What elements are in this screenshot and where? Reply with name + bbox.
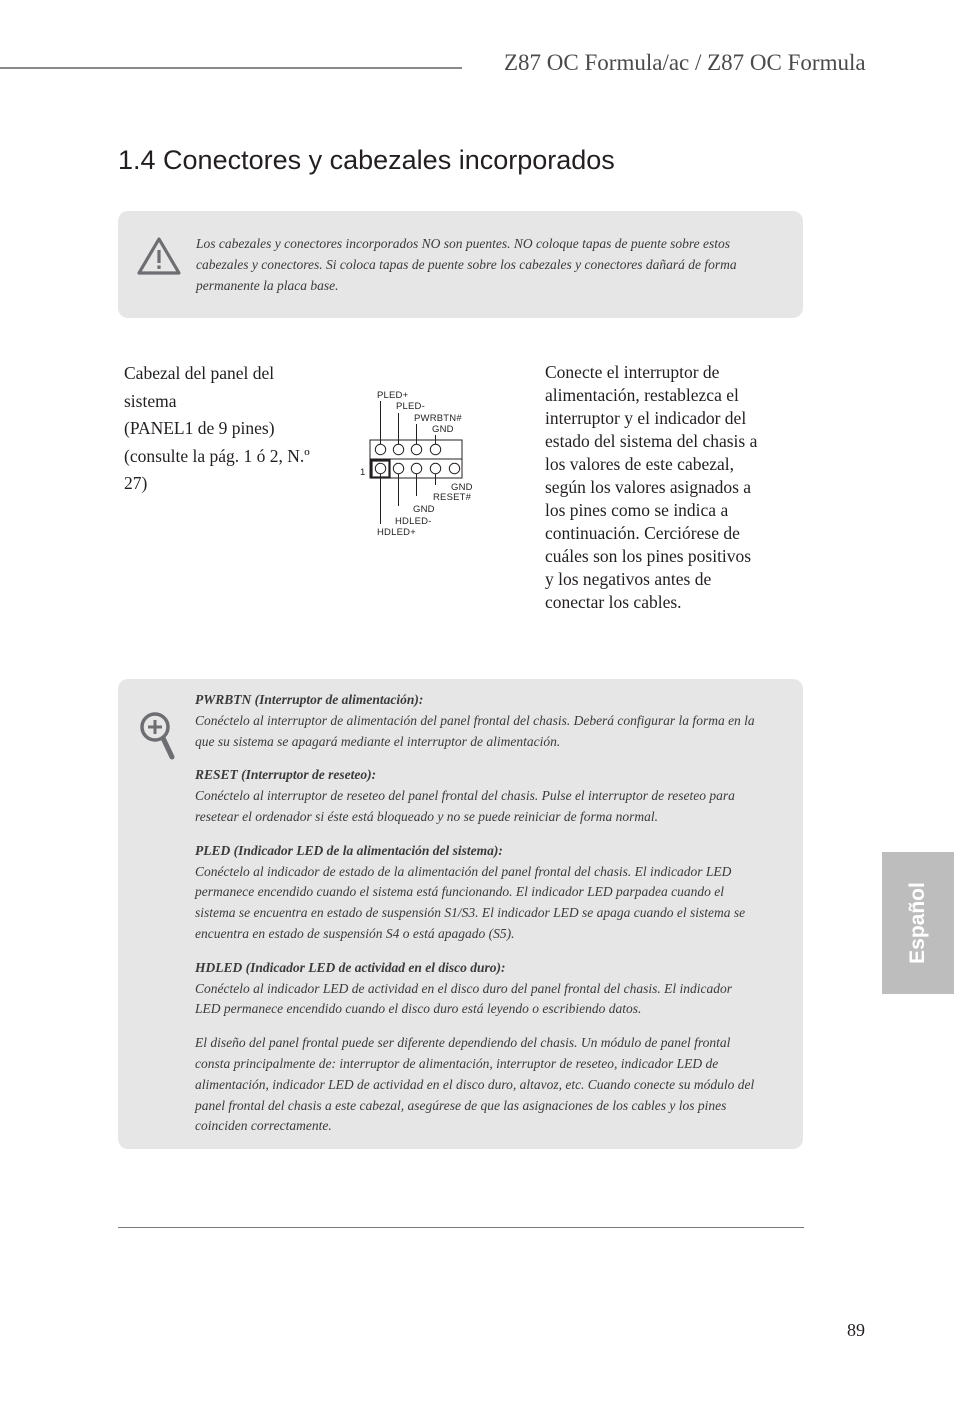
pin-one-label: 1: [360, 467, 366, 478]
panel-header-line: (consulte la pág. 1 ó 2, N.º: [124, 445, 310, 466]
note-body: Conéctelo al interruptor de reseteo del panel frontal del chasis. Pulse el interruptor de reseteo para resetear el ordenador si éste está bloqueado y no se puede reiniciar de forma normal.: [195, 788, 735, 824]
pin-label-reset: RESET#: [433, 492, 472, 503]
section-title: 1.4 Conectores y cabezales incorporados: [118, 145, 615, 175]
panel-header-line: (PANEL1 de 9 pines): [124, 418, 275, 438]
note-heading: PWRBTN (Interruptor de alimentación):: [195, 692, 424, 707]
note-content: [195, 690, 755, 1150]
panel-header-line: sistema: [124, 390, 177, 411]
pin-label-hdled-minus: HDLED-: [395, 516, 432, 527]
note-block-hdled: [195, 958, 755, 1020]
note-body: Conéctelo al indicador LED de actividad en el disco duro del panel frontal del chasis. El indicador LED permanece encendido cuando el disco duro está leyendo o escribiendo datos.: [195, 980, 733, 1017]
magnifier-plus-icon: [138, 710, 178, 762]
note-heading: PLED (Indicador LED de la alimentación del sistema):: [195, 842, 503, 858]
panel-header-line: 27): [124, 473, 148, 493]
panel-header-description: [124, 360, 334, 498]
warning-text: Los cabezales y conectores incorporados NO son puentes. NO coloque tapas de puente sobre estos cabezales y conectores. Si coloca tapas de puente sobre los cabezales y conectores dañará de forma permanente la placa base.: [196, 236, 737, 293]
header-title: Z87 OC Formula/ac / Z87 OC Formula: [504, 50, 866, 75]
pin-label-pled-minus: PLED-: [396, 401, 425, 412]
note-block-pled: [195, 841, 755, 945]
note-body: El diseño del panel frontal puede ser diferente dependiendo del chasis. Un módulo de panel frontal consta principalmente de: interruptor de alimentación, interruptor de reseteo, indicador LED de alimentación, indicador LED de actividad en el disco duro, altavoz, etc. Cuando conecte su módulo del panel frontal del chasis a este cabezal, asegúrese de que las asignaciones de los cables y los pines coinciden correctamente.: [195, 1035, 755, 1134]
pin-label-gnd-right: GND: [451, 482, 473, 493]
language-label: Español: [906, 882, 929, 964]
footer-rule: [118, 1227, 804, 1228]
warning-triangle-icon: [136, 236, 182, 276]
note-block-reset: [195, 765, 755, 827]
note-block-front-panel: [195, 1033, 755, 1137]
note-heading: RESET (Interruptor de reseteo):: [195, 767, 377, 783]
panel-header-instructions: Conecte el interruptor de alimentación, restablezca el interruptor y el indicador del estado del sistema del chasis a los valores de este cabezal, según los valores asignados a los pines como se indica a continuación. Cerciórese de cuáles son los pines positivos y los negativos antes de conectar los cables.: [545, 362, 758, 612]
pin-label-pled-plus: PLED+: [377, 390, 409, 401]
note-body: Conéctelo al indicador de estado de la alimentación del panel frontal del chasis. El indicador LED permanece encendido cuando el sistema está funcionando. El indicador LED parpadea cuando el sistema se encuentra en estado de suspensión S1/S3. El indicador LED se apaga cuando el sistema se encuentra en estado de suspensión S4 o está apagado (S5).: [195, 863, 746, 941]
panel1-pin-diagram: [356, 385, 496, 545]
note-heading: HDLED (Indicador LED de actividad en el disco duro):: [195, 959, 506, 975]
pin-label-pwrbtn: PWRBTN#: [414, 413, 462, 424]
page-number: 89: [847, 1320, 865, 1340]
header-rule: [0, 67, 462, 69]
pin-label-gnd-bottom: GND: [413, 504, 435, 515]
language-tab: [882, 852, 954, 994]
note-body: Conéctelo al interruptor de alimentación del panel frontal del chasis. Deberá configurar la forma en la que su sistema se apagará mediante el interruptor de alimentación.: [195, 712, 755, 749]
note-block-pwrbtn: [195, 690, 755, 752]
panel-header-line: Cabezal del panel del: [124, 363, 275, 383]
pin-label-gnd-top: GND: [432, 424, 454, 435]
pin-label-hdled-plus: HDLED+: [377, 527, 416, 538]
